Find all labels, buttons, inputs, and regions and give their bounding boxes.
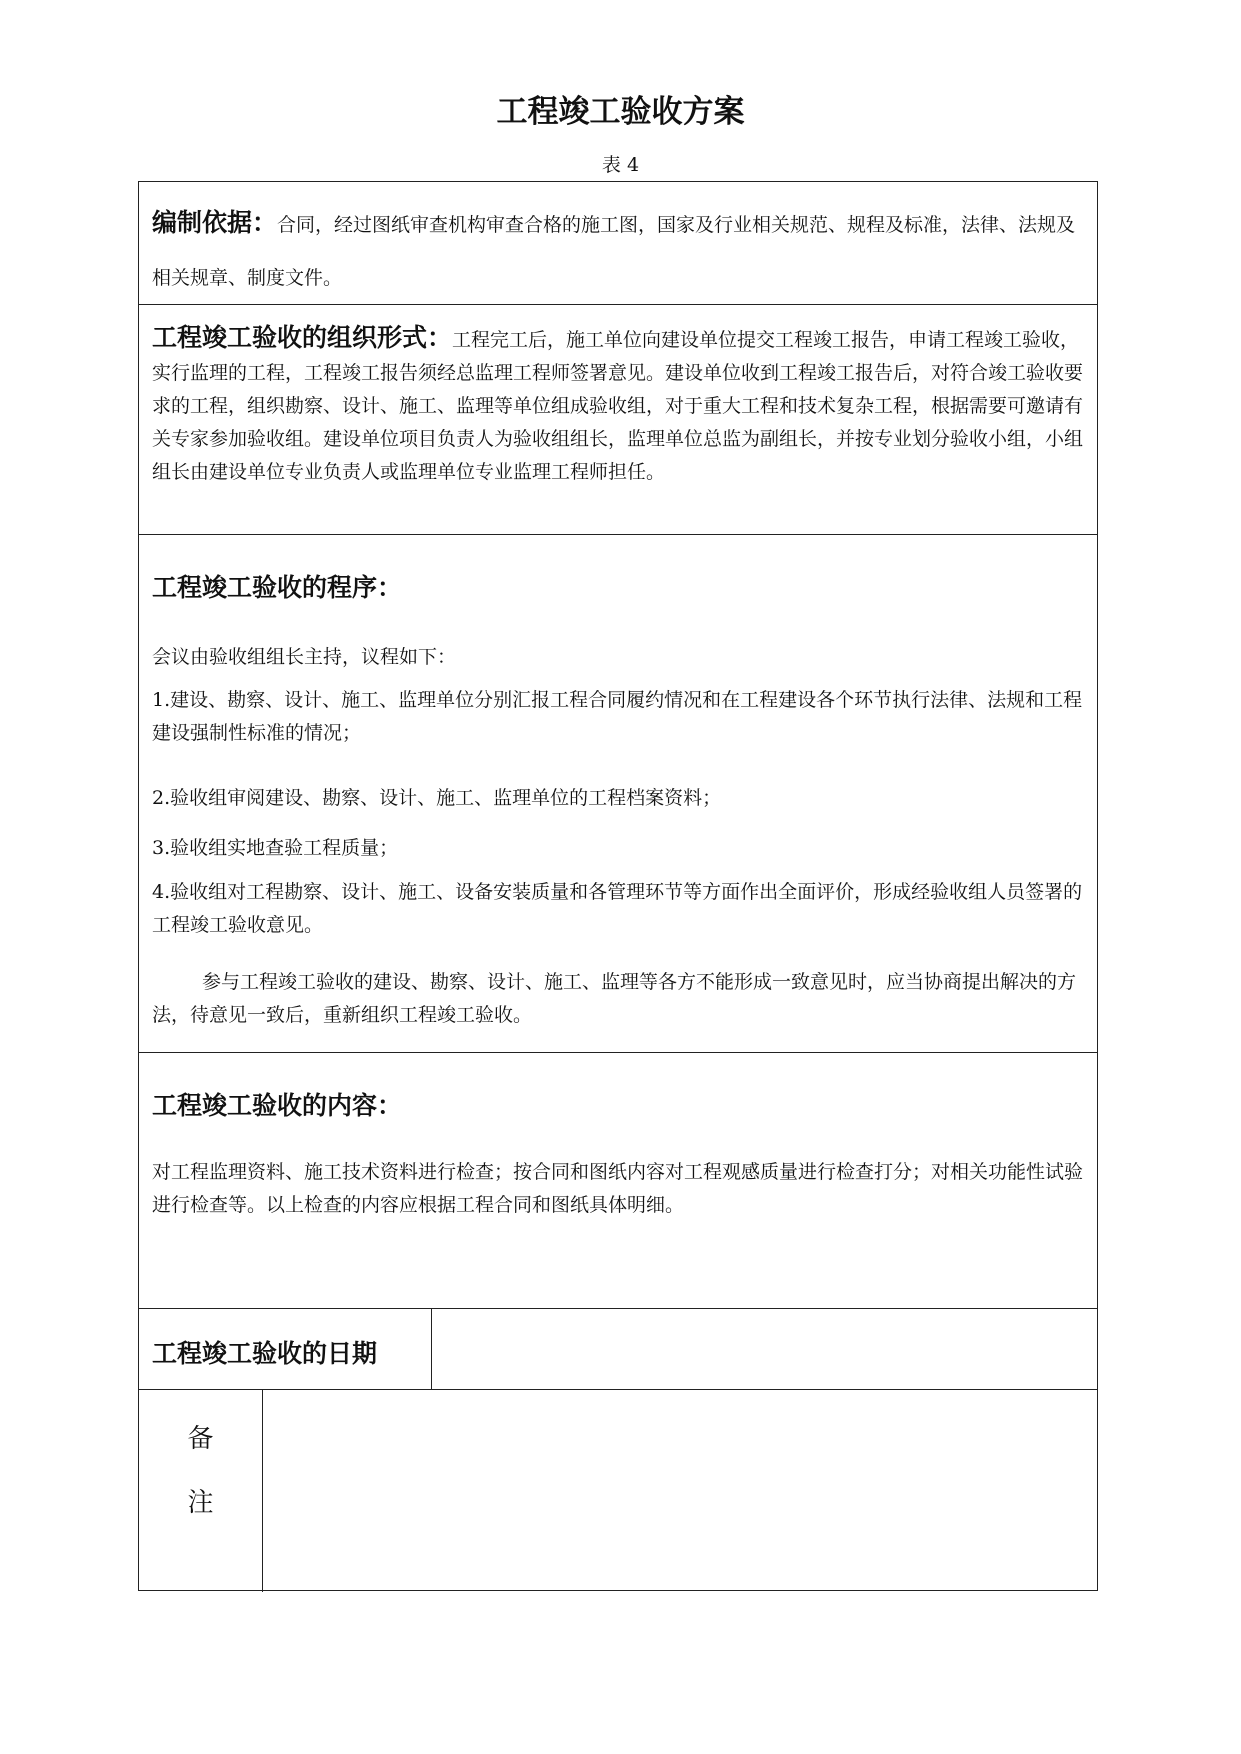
row-divider <box>139 1308 1097 1309</box>
basis-paragraph <box>152 196 1087 305</box>
content-heading: 工程竣工验收的内容： <box>152 1091 403 1120</box>
document-title: 工程竣工验收方案 <box>496 94 745 130</box>
remarks-label-2: 注 <box>187 1488 214 1518</box>
procedure-heading: 工程竣工验收的程序： <box>152 573 403 602</box>
procedure-item-1: 1.建设、勘察、设计、施工、监理单位分别汇报工程合同履约情况和在工程建设各个环节执行法律、法规和工程建设强制性标准的情况； <box>152 689 1083 744</box>
row-divider <box>139 1389 1097 1390</box>
date-column-divider <box>431 1308 432 1389</box>
date-label: 工程竣工验收的日期 <box>152 1339 378 1368</box>
organization-paragraph <box>152 320 1087 489</box>
procedure-item-3: 3.验收组实地查验工程质量； <box>152 837 399 859</box>
procedure-item-2: 2.验收组审阅建设、勘察、设计、施工、监理单位的工程档案资料； <box>152 787 722 809</box>
remarks-column-divider <box>262 1389 263 1592</box>
procedure-intro: 会议由验收组组长主持，议程如下： <box>152 646 457 668</box>
procedure-closing: 参与工程竣工验收的建设、勘察、设计、施工、监理等各方不能形成一致意见时，应当协商提出解决的方法，待意见一致后，重新组织工程竣工验收。 <box>152 971 1077 1026</box>
content-text: 对工程监理资料、施工技术资料进行检查；按合同和图纸内容对工程观感质量进行检查打分；对相关功能性试验进行检查等。以上检查的内容应根据工程合同和图纸具体明细。 <box>152 1161 1084 1216</box>
row-divider <box>139 534 1097 535</box>
organization-text: 工程完工后，施工单位向建设单位提交工程竣工报告，申请工程竣工验收，实行监理的工程，工程竣工报告须经总监理工程师签署意见。建设单位收到工程竣工报告后，对符合竣工验收要求的工程，组织勘察、设计、施工、监理等单位组成验收组，对于重大工程和技术复杂工程，根据需要可邀请有关专家参加验收组。建设单位项目负责人为验收组组长，监理单位总监为副组长，并按专业划分验收小组，小组组长由建设单位专业负责人或监理单位专业监理工程师担任。 <box>152 329 1084 483</box>
basis-text: 合同，经过图纸审查机构审查合格的施工图，国家及行业相关规范、规程及标准，法律、法规及相关规章、制度文件。 <box>152 214 1076 289</box>
basis-heading: 编制依据： <box>152 208 278 237</box>
organization-heading: 工程竣工验收的组织形式： <box>152 323 453 352</box>
acceptance-plan-table <box>138 181 1098 1591</box>
remarks-label-1: 备 <box>187 1424 214 1454</box>
row-divider <box>139 304 1097 305</box>
row-divider <box>139 1052 1097 1053</box>
table-number: 表 4 <box>601 154 640 176</box>
procedure-item-4: 4.验收组对工程勘察、设计、施工、设备安装质量和各管理环节等方面作出全面评价，形成经验收组人员签署的工程竣工验收意见。 <box>152 881 1083 936</box>
